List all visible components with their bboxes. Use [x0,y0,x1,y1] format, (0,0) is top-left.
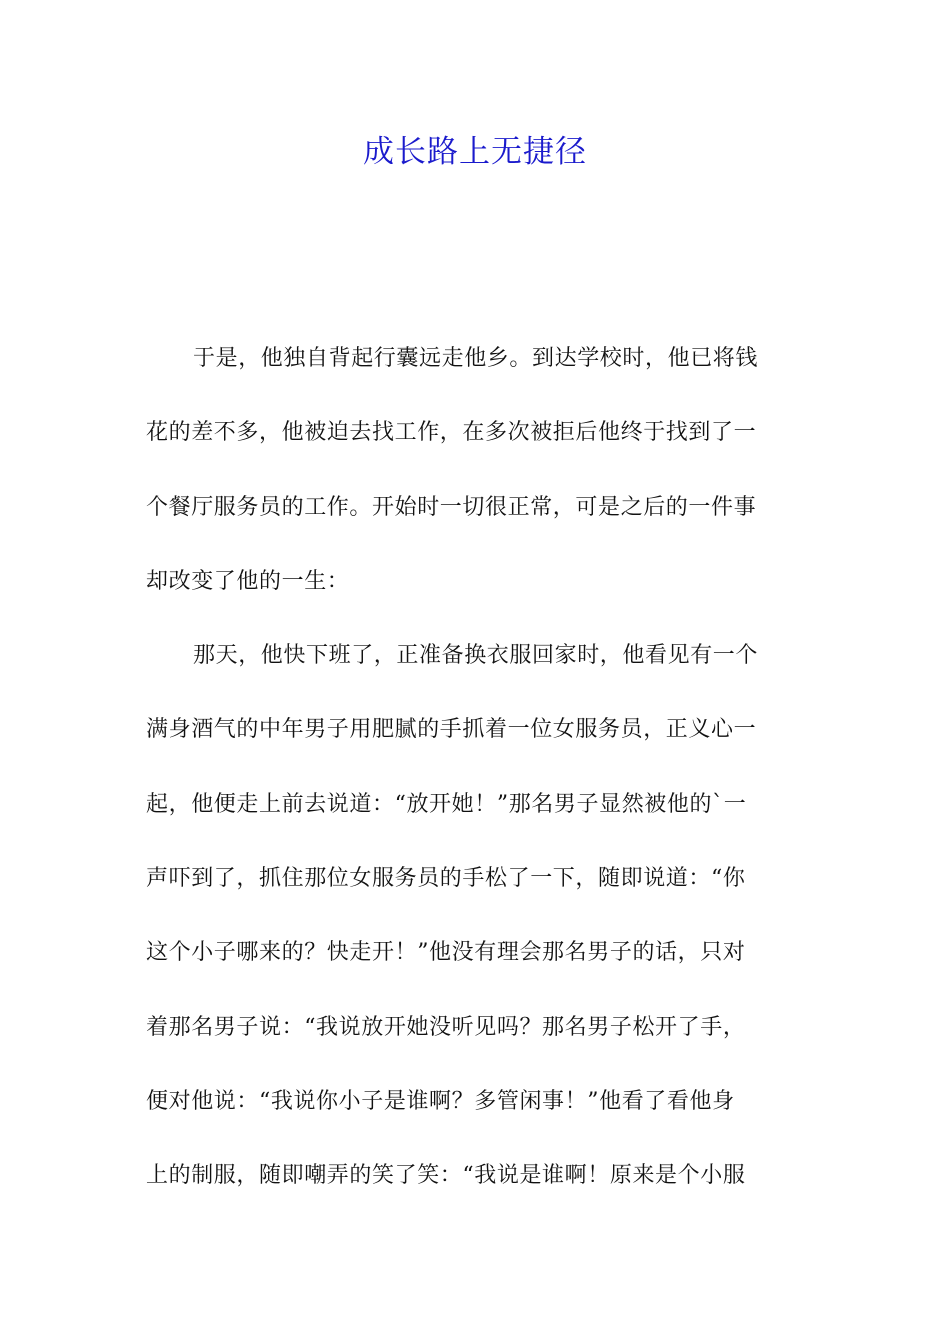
text-line: 起，他便走上前去说道：“放开她！”那名男子显然被他的`一 [146,791,747,817]
text-line: 个餐厅服务员的工作。开始时一切很正常，可是之后的一件事 [146,494,757,520]
text-line: 便对他说：“我说你小子是谁啊？多管闲事！”他看了看他身 [146,1088,735,1114]
document-title: 成长路上无捷径 [363,134,587,170]
text-line: 那天，他快下班了，正准备换衣服回家时，他看见有一个 [193,643,759,669]
text-line: 花的差不多，他被迫去找工作，在多次被拒后他终于找到了一 [146,420,757,446]
text-line: 着那名男子说：“我说放开她没听见吗？那名男子松开了手， [146,1014,746,1040]
text-line: 于是，他独自背起行囊远走他乡。到达学校时，他已将钱 [193,346,759,371]
text-line: 声吓到了，抓住那位女服务员的手松了一下，随即说道：“你 [146,866,746,892]
text-line: 这个小子哪来的？快走开！”他没有理会那名男子的话，只对 [146,940,746,966]
text-line: 满身酒气的中年男子用肥腻的手抓着一位女服务员，正义心一 [146,717,757,743]
text-line: 却改变了他的一生： [146,568,350,594]
text-line: 上的制服，随即嘲弄的笑了笑：“我说是谁啊！原来是个小服 [146,1163,746,1189]
document-body [146,334,806,1226]
